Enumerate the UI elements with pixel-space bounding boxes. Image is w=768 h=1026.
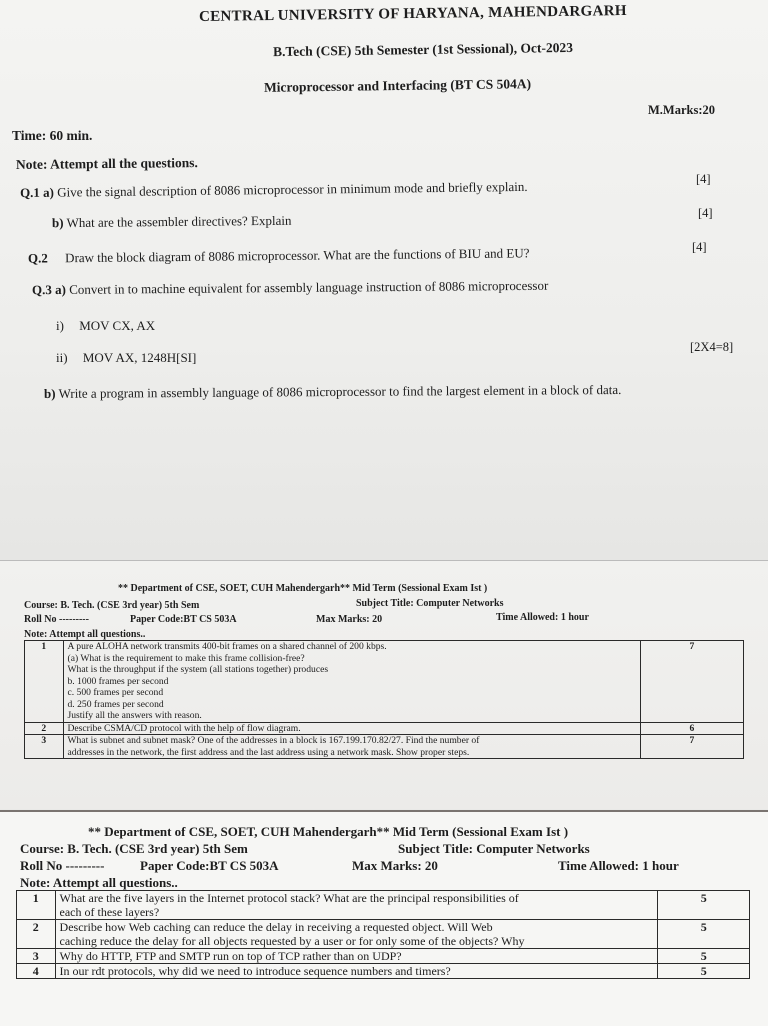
question-text [55,949,658,964]
question-label: Q.2 [27,250,48,266]
marks-q1b: [4] [698,206,713,220]
question-marks: 5 [658,949,750,964]
questions-table [24,640,744,759]
question-marks: 5 [658,891,750,920]
question-line: (a) What is the requirement to make this frame collision-free? [67,652,305,664]
question-line: Justify all the answers with reason. [67,710,202,721]
sub-label: i) [56,318,64,333]
table-row [17,949,750,964]
program-line: B.Tech (CSE) 5th Semester (1st Sessional), Oct-2023 [272,39,574,60]
question-line: d. 250 frames per second [67,698,164,710]
roll-number: Roll No --------- [24,614,89,625]
question-text [63,722,640,735]
question-text [55,891,658,920]
question-label: Q.1 a) [19,184,55,201]
question-marks: 5 [658,920,750,949]
question-number: 1 [25,641,64,723]
subject-title: Subject Title: Computer Networks [356,598,504,609]
time-allowed: Time: 60 min. [12,128,93,143]
exam-paper-networks-1 [0,560,768,809]
table-row [17,891,750,920]
question-number: 3 [25,735,64,759]
question-1a [20,179,528,201]
question-text: Convert in to machine equivalent for assembly language instruction of 8086 microprocessor [69,277,549,297]
question-text: Write a program in assembly language of 8086 microprocessor to find the largest element in a block of data. [58,381,622,401]
max-marks: Max Marks: 20 [316,614,383,625]
table-row [17,964,750,979]
table-row [25,722,744,735]
question-text [55,964,658,979]
subject-title: Subject Title: Computer Networks [398,841,590,856]
question-marks: 7 [640,735,743,759]
question-text: Draw the block diagram of 8086 microprocessor. What are the functions of BIU and EU? [65,245,530,266]
instruction-text: MOV AX, 1248H[SI] [82,350,197,365]
question-number: 2 [17,920,56,949]
paper-code: Paper Code:BT CS 503A [130,614,237,625]
question-text: What are the assembler directives? Explain [66,212,292,231]
marks-q2: [4] [692,240,707,254]
sub-label: ii) [56,350,68,365]
question-text [63,735,640,759]
question-number: 1 [17,891,56,920]
question-3a [32,278,548,299]
table-row [17,920,750,949]
question-line: Describe CSMA/CD protocol with the help of flow diagram. [67,722,301,734]
question-line: Why do HTTP, FTP and SMTP run on top of TCP rather than on UDP? [59,949,402,963]
question-line: What is subnet and subnet mask? One of the addresses in a block is 167.199.170.82/27. Find the number of [67,735,480,746]
instructions-note: Note: Attempt all the questions. [15,155,198,172]
time-allowed: Time Allowed: 1 hour [558,858,679,873]
question-line: b. 1000 frames per second [67,675,169,687]
question-3a-ii [56,350,196,366]
marks-q1a: [4] [696,172,711,186]
question-line: Describe how Web caching can reduce the delay in receiving a requested object. Will Web [59,920,493,934]
course-line: Course: B. Tech. (CSE 3rd year) 5th Sem [24,600,200,611]
max-marks: Max Marks: 20 [352,858,438,873]
question-number: 2 [25,722,64,735]
question-text [63,641,640,723]
question-line: A pure ALOHA network transmits 400-bit frames on a shared channel of 200 kbps. [67,641,387,652]
table-row [25,735,744,759]
question-line: What are the five layers in the Internet protocol stack? What are the principal responsibilities of [59,891,519,905]
question-number: 3 [17,949,56,964]
max-marks: M.Marks:20 [648,103,715,117]
time-allowed: Time Allowed: 1 hour [496,612,589,623]
question-label: b) [51,215,64,231]
exam-paper-networks-2 [0,810,768,1026]
question-line: each of these layers? [59,905,160,919]
instruction-text: MOV CX, AX [79,318,156,333]
roll-number: Roll No --------- [20,858,105,873]
paper-code: Paper Code:BT CS 503A [140,858,279,873]
course-title: Microprocessor and Interfacing (BT CS 504A) [263,76,532,95]
question-marks: 5 [658,964,750,979]
question-text [55,920,658,949]
question-line: c. 500 frames per second [67,687,164,698]
question-label: b) [43,385,56,402]
question-line: In our rdt protocols, why did we need to introduce sequence numbers and timers? [59,964,451,978]
question-text: Give the signal description of 8086 microprocessor in minimum mode and briefly explain. [57,178,528,200]
questions-table [16,890,750,979]
question-marks: 7 [640,641,743,723]
university-title: CENTRAL UNIVERSITY OF HARYANA, MAHENDARGARH [198,3,627,25]
question-1b [52,213,292,232]
question-line: addresses in the network, the first address and the last address using a network mask. Show proper steps. [67,746,470,758]
question-label: Q.3 a) [31,281,67,298]
question-line: caching reduce the delay for all objects requested by a user or for only some of the objects? Why [59,934,525,948]
question-number: 4 [17,964,56,979]
instructions-note: Note: Attempt all questions.. [24,629,146,640]
department-header: ** Department of CSE, SOET, CUH Mahendergarh** Mid Term (Sessional Exam Ist ) [118,583,488,594]
question-marks: 6 [640,722,743,735]
question-2 [28,245,530,266]
question-3a-i [56,318,155,334]
department-header: ** Department of CSE, SOET, CUH Mahendergarh** Mid Term (Sessional Exam Ist ) [88,824,569,839]
question-line: What is the throughput if the system (all stations together) produces [67,664,329,675]
course-line: Course: B. Tech. (CSE 3rd year) 5th Sem [20,841,248,856]
marks-q3a: [2X4=8] [690,340,734,354]
table-row [25,641,744,723]
question-3b [44,382,621,402]
instructions-note: Note: Attempt all questions.. [20,875,178,890]
